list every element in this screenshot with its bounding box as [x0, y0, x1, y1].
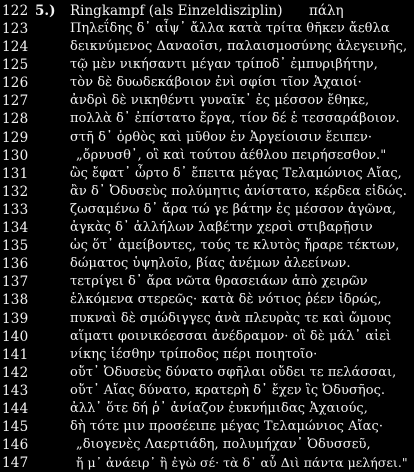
verse-line [0, 328, 414, 346]
verse-text: ὣς ἔφατ᾽ ὦρτο δ᾽ ἔπειτα μέγας Τελαμώνιος Αἴας, [70, 165, 402, 181]
verse-line [0, 291, 414, 309]
verse-text: ἀνδρὶ δὲ νικηθέντι γυναῖκ᾽ ἐς μέσσον ἔθηκε, [70, 93, 370, 109]
verse-text: δώματος ὑψηλοῖο, βίας ἀνέμων ἀλεείνων. [70, 256, 351, 272]
verse-line [0, 74, 414, 92]
line-number: 124 [2, 39, 29, 56]
line-number: 134 [2, 220, 29, 237]
line-number: 138 [2, 292, 29, 309]
verse-line [0, 56, 414, 74]
line-number: 142 [2, 364, 29, 381]
section-header [0, 0, 414, 20]
line-number: 129 [2, 129, 29, 146]
line-number: 132 [2, 183, 29, 200]
verse-text: τετρίγει δ᾽ ἄρα νῶτα θρασειάων ἀπὸ χειρῶν [70, 274, 368, 290]
verse-line [0, 418, 414, 436]
section-title: Ringkampf (als Einzeldisziplin) [70, 3, 283, 19]
verse-line [0, 454, 414, 472]
verse-list [0, 20, 414, 472]
verse-text: οὔτ᾽ Αἴας δύνατο, κρατερὴ δ᾽ ἔχεν ἲς Ὀδυσῆος. [70, 382, 386, 398]
verse-text: αἵματι φοινικόεσσαι ἀνέδραμον· οἳ δὲ μάλ᾽ αἰεὶ [70, 328, 392, 344]
verse-line [0, 310, 414, 328]
verse-text: στῆ δ᾽ ὀρθὸς καὶ μῦθον ἐν Ἀργείοισιν ἔειπεν· [70, 129, 373, 145]
verse-text: οὔτ᾽ Ὀδυσεὺς δύνατο σφῆλαι οὔδει τε πελάσσαι, [70, 364, 397, 380]
verse-text: πολλὰ δ᾽ ἐπίστατο ἔργα, τίον δέ ἑ τεσσαράβοιον. [70, 111, 400, 127]
line-number: 130 [2, 147, 29, 164]
section-greek-title: πάλη [309, 3, 344, 19]
section-number: 5.) [35, 3, 56, 19]
verse-text: ἀγκὰς δ᾽ ἀλλήλων λαβέτην χερσὶ στιβαρῇσιν [70, 220, 373, 236]
line-number: 140 [2, 328, 29, 345]
line-number: 146 [2, 437, 29, 454]
verse-line [0, 147, 414, 165]
verse-line [0, 255, 414, 273]
verse-line [0, 364, 414, 382]
verse-text: νίκης ἱέσθην τρίποδος πέρι ποιητοῖο· [70, 346, 318, 362]
verse-line [0, 436, 414, 454]
line-number: 125 [2, 57, 29, 74]
line-number: 128 [2, 111, 29, 128]
line-number: 136 [2, 256, 29, 273]
verse-line [0, 237, 414, 255]
verse-text: „ὄρνυσθ᾽, οἳ καὶ τούτου ἀέθλου πειρήσεσθον." [76, 147, 387, 163]
line-number: 127 [2, 93, 29, 110]
verse-line [0, 38, 414, 56]
verse-line [0, 201, 414, 219]
verse-text: τῷ μὲν νικήσαντι μέγαν τρίποδ᾽ ἐμπυριβήτην, [70, 57, 378, 73]
verse-line [0, 346, 414, 364]
verse-text: ἑλκόμενα στερεῶς· κατὰ δὲ νότιος ῥέεν ἱδρώς, [70, 292, 382, 308]
line-number: 131 [2, 165, 29, 182]
line-number: 126 [2, 75, 29, 92]
line-number: 143 [2, 382, 29, 399]
verse-text: ὡς ὅτ᾽ ἀμείβοντες, τούς τε κλυτὸς ἤραρε τέκτων, [70, 238, 400, 254]
verse-text: Πηλεΐδης δ᾽ αἶψ᾽ ἄλλα κατὰ τρίτα θῆκεν ἄεθλα [70, 21, 390, 36]
verse-line [0, 165, 414, 183]
verse-text: δεικνύμενος Δαναοῖσι, παλαισμοσύνης ἀλεγεινῆς, [70, 39, 408, 55]
verse-line [0, 400, 414, 418]
verse-text: ζωσαμένω δ᾽ ἄρα τώ γε βάτην ἐς μέσσον ἀγῶνα, [70, 201, 397, 217]
verse-line [0, 382, 414, 400]
verse-text: ἀλλ᾽ ὅτε δή ῥ᾽ ἀνίαζον ἐυκνήμιδας Ἀχαιούς, [70, 400, 368, 416]
verse-line [0, 92, 414, 110]
line-number: 145 [2, 419, 29, 436]
line-number: 141 [2, 346, 29, 363]
verse-text: ἤ μ᾽ ἀνάειρ᾽ ἢ ἐγὼ σέ· τὰ δ᾽ αὖ Διὶ πάντα μελήσει." [76, 455, 408, 471]
verse-text: δὴ τότε μιν προσέειπε μέγας Τελαμώνιος Αἴας· [70, 419, 384, 435]
line-number: 123 [2, 21, 29, 37]
line-number: 147 [2, 455, 29, 472]
verse-text: πυκναὶ δὲ σμώδιγγες ἀνὰ πλευρὰς τε καὶ ὤμους [70, 310, 392, 326]
verse-line [0, 129, 414, 147]
verse-text: τὸν δὲ δυωδεκάβοιον ἐνὶ σφίσι τῖον Ἀχαιοί· [70, 75, 362, 91]
line-number: 133 [2, 201, 29, 218]
verse-line [0, 219, 414, 237]
header-line-number: 122 [2, 3, 29, 19]
verse-text: „διογενὲς Λαερτιάδη, πολυμήχαν᾽ Ὀδυσσεῦ, [76, 437, 371, 453]
verse-line [0, 183, 414, 201]
verse-text: ἂν δ᾽ Ὀδυσεὺς πολύμητις ἀνίστατο, κέρδεα εἰδώς. [70, 183, 407, 199]
line-number: 139 [2, 310, 29, 327]
verse-line [0, 273, 414, 291]
line-number: 135 [2, 238, 29, 255]
line-number: 137 [2, 274, 29, 291]
verse-line [0, 20, 414, 38]
line-number: 144 [2, 400, 29, 417]
verse-line [0, 110, 414, 128]
